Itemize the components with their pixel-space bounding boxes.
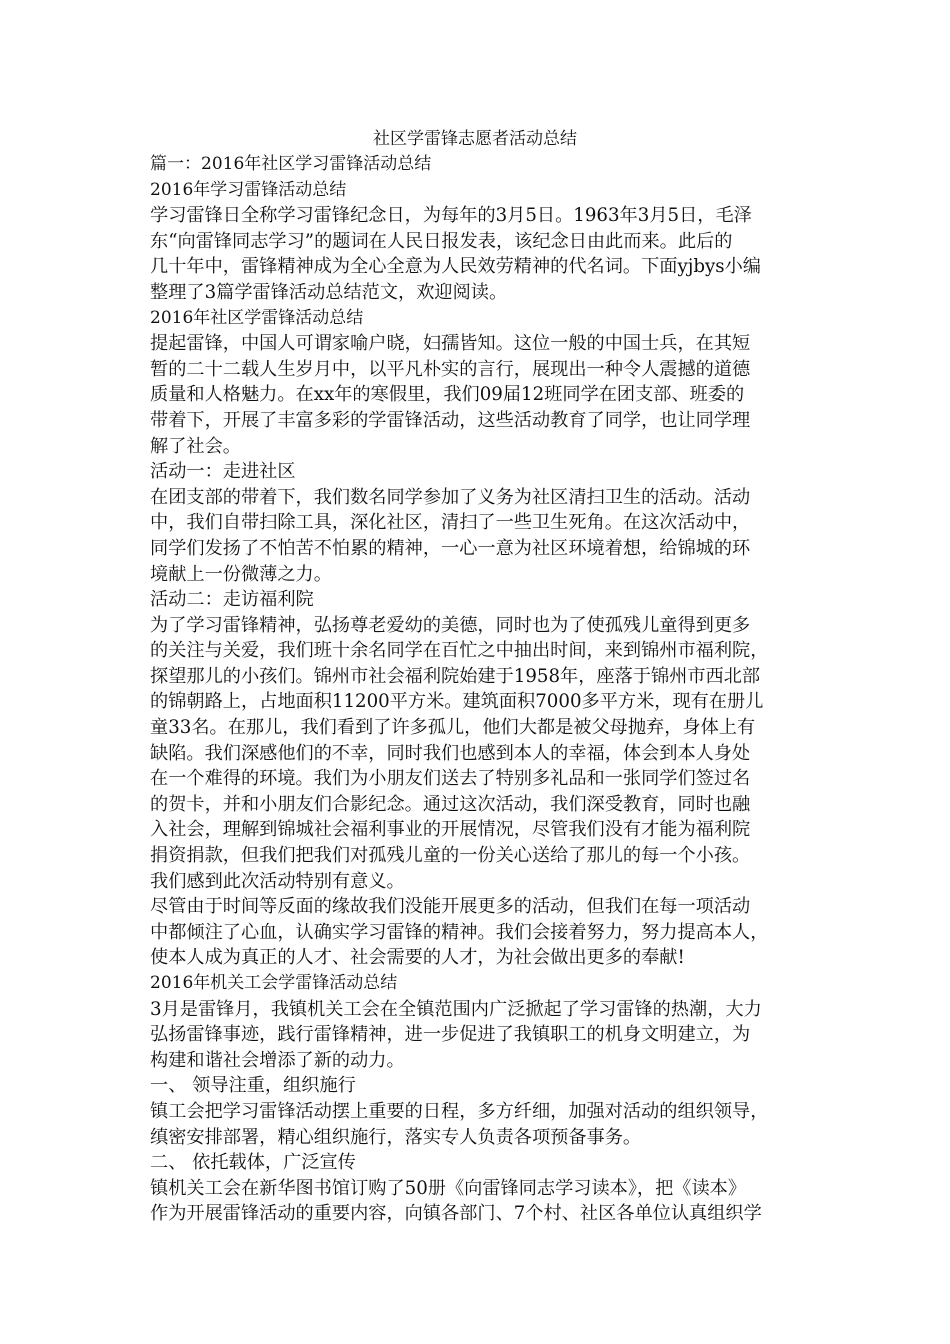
section-heading: 2016年机关工会学雷锋活动总结 [150, 973, 398, 993]
text-line: 中，我们自带扫除工具，深化社区，清扫了一些卫生死角。在这次活动中， [150, 512, 751, 534]
text-line: 境献上一份微薄之力。 [150, 563, 332, 585]
text-line: 暂的二十二载人生岁月中，以平凡朴实的言行，展现出一种令人震撼的道德 [150, 358, 751, 380]
text-line: 活动二：走访福利院 [150, 589, 314, 611]
text-line: 提起雷锋，中国人可谓家喻户晓，妇孺皆知。这位一般的中国士兵，在其短 [150, 333, 751, 355]
text-line: 二、 依托载体，广泛宣传 [150, 1152, 356, 1174]
text-line: 捐资捐款，但我们把我们对孤残儿童的一份关心送给了那儿的每一个小孩。 [150, 845, 751, 867]
text-line: 童33名。在那儿，我们看到了许多孤儿，他们大都是被父母抛弃，身体上有 [150, 717, 756, 739]
text-line: 缜密安排部署，精心组织施行，落实专人负责各项预备事务。 [150, 1126, 642, 1148]
text-line: 中都倾注了心血，认确实学习雷锋的精神。我们会接着努力，努力提高本人， [150, 921, 769, 943]
text-line: 为了学习雷锋精神，弘扬尊老爱幼的美德，同时也为了使孤残儿童得到更多 [150, 614, 751, 636]
text-line: 缺陷。我们深感他们的不幸，同时我们也感到本人的幸福，体会到本人身处 [150, 742, 751, 764]
text-line: 几十年中，雷锋精神成为全心全意为人民效劳精神的代名词。下面yjbys小编 [150, 256, 761, 278]
text-line: 在一个难得的环境。我们为小朋友们送去了特别多礼品和一张同学们签过名 [150, 768, 751, 790]
text-line: 活动一：走进社区 [150, 461, 296, 483]
text-line: 镇机关工会在新华图书馆订购了50册《向雷锋同志学习读本》，把《读本》 [150, 1177, 747, 1199]
text-line: 的贺卡，并和小朋友们合影纪念。通过这次活动，我们深受教育，同时也融 [150, 793, 751, 815]
text-line: 东“向雷锋同志学习”的题词在人民日报发表，该纪念日由此而来。此后的 [150, 230, 733, 252]
text-line: 带着下，开展了丰富多彩的学雷锋活动，这些活动教育了同学，也让同学理 [150, 409, 751, 431]
text-line: 的锦朝路上，占地面积11200平方米。建筑面积7000多平方米，现有在册儿 [150, 691, 764, 713]
text-line: 作为开展雷锋活动的重要内容，向镇各部门、7个村、社区各单位认真组织学 [150, 1203, 762, 1225]
text-line: 整理了3篇学雷锋活动总结范文，欢迎阅读。 [150, 281, 508, 303]
section-heading: 2016年社区学雷锋活动总结 [150, 307, 364, 328]
document-page [150, 126, 800, 1227]
text-line: 构建和谐社会增添了新的动力。 [150, 1049, 405, 1071]
text-line: 学习雷锋日全称学习雷锋纪念日，为每年的3月5日。1963年3月5日，毛泽 [150, 205, 752, 227]
text-line: 一、 领导注重，组织施行 [150, 1075, 356, 1097]
text-line: 镇工会把学习雷锋活动摆上重要的日程，多方纤细，加强对活动的组织领导， [150, 1100, 769, 1122]
text-line: 质量和人格魅力。在xx年的寒假里，我们09届12班同学在团支部、班委的 [150, 384, 745, 406]
text-line: 同学们发扬了不怕苦不怕累的精神，一心一意为社区环境着想，给锦城的环 [150, 537, 751, 559]
text-line: 探望那儿的小孩们。锦州市社会福利院始建于1958年，座落于锦州市西北部 [150, 665, 761, 687]
text-line: 弘扬雷锋事迹，践行雷锋精神，进一步促进了我镇职工的机身文明建立，为 [150, 1024, 751, 1046]
text-line: 尽管由于时间等反面的缘故我们没能开展更多的活动，但我们在每一项活动 [150, 896, 751, 918]
document-title: 社区学雷锋志愿者活动总结 [373, 129, 577, 149]
document-body [150, 152, 800, 1227]
text-line: 解了社会。 [150, 435, 241, 457]
section-heading: 2016年学习雷锋活动总结 [150, 179, 347, 200]
text-line: 入社会，理解到锦城社会福利事业的开展情况，尽管我们没有才能为福利院 [150, 819, 751, 841]
section-heading: 篇一：2016年社区学习雷锋活动总结 [150, 154, 432, 174]
text-line: 使本人成为真正的人才、社会需要的人才，为社会做出更多的奉献! [150, 947, 685, 969]
text-line: 在团支部的带着下，我们数名同学参加了义务为社区清扫卫生的活动。活动 [150, 486, 751, 508]
text-line: 的关注与关爱，我们班十余名同学在百忙之中抽出时间，来到锦州市福利院， [150, 640, 769, 662]
text-line: 我们感到此次活动特别有意义。 [150, 870, 405, 892]
text-line: 3月是雷锋月，我镇机关工会在全镇范围内广泛掀起了学习雷锋的热潮，大力 [150, 998, 762, 1020]
